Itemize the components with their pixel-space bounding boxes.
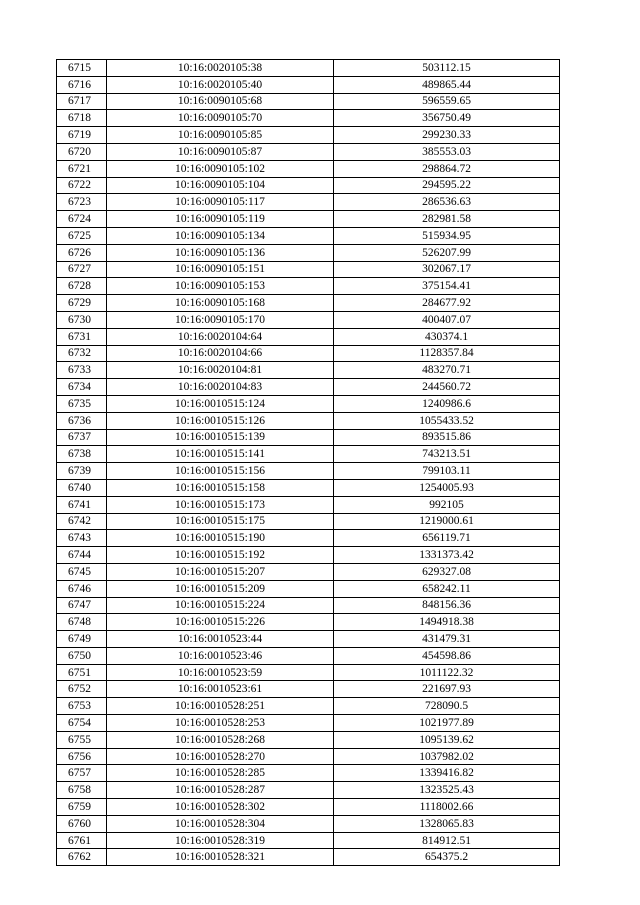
row-number-cell: 6755 bbox=[57, 731, 107, 748]
cadastral-number-cell: 10:16:0090105:151 bbox=[107, 261, 334, 278]
table-body bbox=[57, 60, 560, 866]
cadastral-number-cell: 10:16:0010515:224 bbox=[107, 597, 334, 614]
row-number-cell: 6725 bbox=[57, 227, 107, 244]
table-row bbox=[57, 731, 560, 748]
cadastral-number-cell: 10:16:0010523:61 bbox=[107, 681, 334, 698]
cadastral-number-cell: 10:16:0090105:134 bbox=[107, 227, 334, 244]
row-number-cell: 6746 bbox=[57, 580, 107, 597]
row-number-cell: 6726 bbox=[57, 244, 107, 261]
value-cell: 992105 bbox=[334, 496, 560, 513]
value-cell: 1037982.02 bbox=[334, 748, 560, 765]
value-cell: 1328065.83 bbox=[334, 815, 560, 832]
value-cell: 629327.08 bbox=[334, 563, 560, 580]
row-number-cell: 6723 bbox=[57, 194, 107, 211]
table-row bbox=[57, 496, 560, 513]
cadastral-number-cell: 10:16:0010528:268 bbox=[107, 731, 334, 748]
value-cell: 658242.11 bbox=[334, 580, 560, 597]
value-cell: 814912.51 bbox=[334, 832, 560, 849]
table-row bbox=[57, 799, 560, 816]
row-number-cell: 6749 bbox=[57, 631, 107, 648]
table-row bbox=[57, 849, 560, 866]
table-row bbox=[57, 815, 560, 832]
value-cell: 302067.17 bbox=[334, 261, 560, 278]
cadastral-number-cell: 10:16:0090105:104 bbox=[107, 177, 334, 194]
table-row bbox=[57, 580, 560, 597]
cadastral-number-cell: 10:16:0020104:81 bbox=[107, 362, 334, 379]
row-number-cell: 6724 bbox=[57, 211, 107, 228]
cadastral-number-cell: 10:16:0090105:136 bbox=[107, 244, 334, 261]
value-cell: 282981.58 bbox=[334, 211, 560, 228]
row-number-cell: 6760 bbox=[57, 815, 107, 832]
value-cell: 356750.49 bbox=[334, 110, 560, 127]
value-cell: 1240986.6 bbox=[334, 395, 560, 412]
table-row bbox=[57, 513, 560, 530]
row-number-cell: 6735 bbox=[57, 395, 107, 412]
table-row bbox=[57, 244, 560, 261]
value-cell: 431479.31 bbox=[334, 631, 560, 648]
cadastral-number-cell: 10:16:0010515:190 bbox=[107, 530, 334, 547]
table-row bbox=[57, 160, 560, 177]
value-cell: 728090.5 bbox=[334, 698, 560, 715]
table-row bbox=[57, 60, 560, 77]
row-number-cell: 6716 bbox=[57, 76, 107, 93]
cadastral-number-cell: 10:16:0010515:158 bbox=[107, 479, 334, 496]
table-row bbox=[57, 681, 560, 698]
cadastral-number-cell: 10:16:0090105:117 bbox=[107, 194, 334, 211]
row-number-cell: 6721 bbox=[57, 160, 107, 177]
value-cell: 1331373.42 bbox=[334, 547, 560, 564]
value-cell: 503112.15 bbox=[334, 60, 560, 77]
cadastral-number-cell: 10:16:0010515:173 bbox=[107, 496, 334, 513]
table-row bbox=[57, 379, 560, 396]
value-cell: 515934.95 bbox=[334, 227, 560, 244]
row-number-cell: 6717 bbox=[57, 93, 107, 110]
row-number-cell: 6750 bbox=[57, 647, 107, 664]
value-cell: 454598.86 bbox=[334, 647, 560, 664]
value-cell: 1055433.52 bbox=[334, 412, 560, 429]
table-row bbox=[57, 597, 560, 614]
value-cell: 1339416.82 bbox=[334, 765, 560, 782]
table-row bbox=[57, 614, 560, 631]
cadastral-number-cell: 10:16:0010528:304 bbox=[107, 815, 334, 832]
row-number-cell: 6729 bbox=[57, 295, 107, 312]
row-number-cell: 6738 bbox=[57, 446, 107, 463]
row-number-cell: 6733 bbox=[57, 362, 107, 379]
cadastral-number-cell: 10:16:0010515:209 bbox=[107, 580, 334, 597]
row-number-cell: 6730 bbox=[57, 311, 107, 328]
table-row bbox=[57, 698, 560, 715]
table-row bbox=[57, 395, 560, 412]
cadastral-number-cell: 10:16:0010515:124 bbox=[107, 395, 334, 412]
row-number-cell: 6740 bbox=[57, 479, 107, 496]
row-number-cell: 6758 bbox=[57, 782, 107, 799]
row-number-cell: 6739 bbox=[57, 463, 107, 480]
cadastral-number-cell: 10:16:0090105:170 bbox=[107, 311, 334, 328]
row-number-cell: 6720 bbox=[57, 143, 107, 160]
value-cell: 221697.93 bbox=[334, 681, 560, 698]
table-row bbox=[57, 429, 560, 446]
table-row bbox=[57, 278, 560, 295]
table-row bbox=[57, 631, 560, 648]
row-number-cell: 6759 bbox=[57, 799, 107, 816]
table-row bbox=[57, 748, 560, 765]
value-cell: 299230.33 bbox=[334, 127, 560, 144]
cadastral-number-cell: 10:16:0010528:251 bbox=[107, 698, 334, 715]
value-cell: 1323525.43 bbox=[334, 782, 560, 799]
value-cell: 1095139.62 bbox=[334, 731, 560, 748]
table-row bbox=[57, 110, 560, 127]
cadastral-number-cell: 10:16:0090105:102 bbox=[107, 160, 334, 177]
row-number-cell: 6741 bbox=[57, 496, 107, 513]
table-row bbox=[57, 463, 560, 480]
table-row bbox=[57, 93, 560, 110]
value-cell: 375154.41 bbox=[334, 278, 560, 295]
value-cell: 1219000.61 bbox=[334, 513, 560, 530]
row-number-cell: 6737 bbox=[57, 429, 107, 446]
cadastral-number-cell: 10:16:0010515:156 bbox=[107, 463, 334, 480]
row-number-cell: 6752 bbox=[57, 681, 107, 698]
cadastral-number-cell: 10:16:0010515:175 bbox=[107, 513, 334, 530]
cadastral-number-cell: 10:16:0010515:139 bbox=[107, 429, 334, 446]
cadastral-number-cell: 10:16:0020104:83 bbox=[107, 379, 334, 396]
table-row bbox=[57, 530, 560, 547]
table-row bbox=[57, 345, 560, 362]
row-number-cell: 6715 bbox=[57, 60, 107, 77]
row-number-cell: 6728 bbox=[57, 278, 107, 295]
row-number-cell: 6732 bbox=[57, 345, 107, 362]
row-number-cell: 6734 bbox=[57, 379, 107, 396]
row-number-cell: 6756 bbox=[57, 748, 107, 765]
row-number-cell: 6718 bbox=[57, 110, 107, 127]
value-cell: 1494918.38 bbox=[334, 614, 560, 631]
cadastral-number-cell: 10:16:0090105:70 bbox=[107, 110, 334, 127]
value-cell: 1128357.84 bbox=[334, 345, 560, 362]
value-cell: 489865.44 bbox=[334, 76, 560, 93]
table-row bbox=[57, 362, 560, 379]
row-number-cell: 6742 bbox=[57, 513, 107, 530]
value-cell: 400407.07 bbox=[334, 311, 560, 328]
cadastral-number-cell: 10:16:0010515:226 bbox=[107, 614, 334, 631]
row-number-cell: 6748 bbox=[57, 614, 107, 631]
row-number-cell: 6753 bbox=[57, 698, 107, 715]
value-cell: 654375.2 bbox=[334, 849, 560, 866]
row-number-cell: 6719 bbox=[57, 127, 107, 144]
value-cell: 743213.51 bbox=[334, 446, 560, 463]
value-cell: 1254005.93 bbox=[334, 479, 560, 496]
table-row bbox=[57, 412, 560, 429]
cadastral-number-cell: 10:16:0010515:192 bbox=[107, 547, 334, 564]
value-cell: 385553.03 bbox=[334, 143, 560, 160]
table-row bbox=[57, 832, 560, 849]
cadastral-number-cell: 10:16:0010515:126 bbox=[107, 412, 334, 429]
value-cell: 526207.99 bbox=[334, 244, 560, 261]
cadastral-number-cell: 10:16:0020105:38 bbox=[107, 60, 334, 77]
value-cell: 596559.65 bbox=[334, 93, 560, 110]
table-row bbox=[57, 295, 560, 312]
table-row bbox=[57, 782, 560, 799]
table-row bbox=[57, 547, 560, 564]
cadastral-number-cell: 10:16:0010528:321 bbox=[107, 849, 334, 866]
table-row bbox=[57, 211, 560, 228]
value-cell: 430374.1 bbox=[334, 328, 560, 345]
cadastral-number-cell: 10:16:0090105:119 bbox=[107, 211, 334, 228]
table-row bbox=[57, 143, 560, 160]
table-row bbox=[57, 446, 560, 463]
value-cell: 284677.92 bbox=[334, 295, 560, 312]
cadastral-number-cell: 10:16:0090105:153 bbox=[107, 278, 334, 295]
cadastral-number-cell: 10:16:0010528:319 bbox=[107, 832, 334, 849]
cadastral-number-cell: 10:16:0010523:59 bbox=[107, 664, 334, 681]
cadastral-number-cell: 10:16:0010523:46 bbox=[107, 647, 334, 664]
cadastral-number-cell: 10:16:0090105:168 bbox=[107, 295, 334, 312]
value-cell: 298864.72 bbox=[334, 160, 560, 177]
row-number-cell: 6736 bbox=[57, 412, 107, 429]
row-number-cell: 6743 bbox=[57, 530, 107, 547]
table-row bbox=[57, 311, 560, 328]
cadastral-number-cell: 10:16:0090105:68 bbox=[107, 93, 334, 110]
table-row bbox=[57, 328, 560, 345]
cadastral-number-cell: 10:16:0020105:40 bbox=[107, 76, 334, 93]
value-cell: 848156.36 bbox=[334, 597, 560, 614]
table-row bbox=[57, 563, 560, 580]
table-row bbox=[57, 227, 560, 244]
cadastral-number-cell: 10:16:0010528:270 bbox=[107, 748, 334, 765]
table-row bbox=[57, 76, 560, 93]
row-number-cell: 6722 bbox=[57, 177, 107, 194]
row-number-cell: 6727 bbox=[57, 261, 107, 278]
cadastral-number-cell: 10:16:0010528:302 bbox=[107, 799, 334, 816]
value-cell: 799103.11 bbox=[334, 463, 560, 480]
table-row bbox=[57, 261, 560, 278]
value-cell: 483270.71 bbox=[334, 362, 560, 379]
value-cell: 656119.71 bbox=[334, 530, 560, 547]
value-cell: 893515.86 bbox=[334, 429, 560, 446]
cadastral-number-cell: 10:16:0010528:253 bbox=[107, 715, 334, 732]
table-row bbox=[57, 127, 560, 144]
cadastral-value-table bbox=[56, 59, 560, 866]
cadastral-number-cell: 10:16:0020104:64 bbox=[107, 328, 334, 345]
table-row bbox=[57, 177, 560, 194]
table-row bbox=[57, 765, 560, 782]
cadastral-number-cell: 10:16:0010515:141 bbox=[107, 446, 334, 463]
row-number-cell: 6747 bbox=[57, 597, 107, 614]
cadastral-number-cell: 10:16:0090105:85 bbox=[107, 127, 334, 144]
value-cell: 1011122.32 bbox=[334, 664, 560, 681]
value-cell: 244560.72 bbox=[334, 379, 560, 396]
table-row bbox=[57, 194, 560, 211]
cadastral-number-cell: 10:16:0010528:285 bbox=[107, 765, 334, 782]
cadastral-number-cell: 10:16:0090105:87 bbox=[107, 143, 334, 160]
row-number-cell: 6745 bbox=[57, 563, 107, 580]
table-row bbox=[57, 479, 560, 496]
table-row bbox=[57, 647, 560, 664]
cadastral-number-cell: 10:16:0010515:207 bbox=[107, 563, 334, 580]
row-number-cell: 6731 bbox=[57, 328, 107, 345]
row-number-cell: 6751 bbox=[57, 664, 107, 681]
row-number-cell: 6761 bbox=[57, 832, 107, 849]
value-cell: 1118002.66 bbox=[334, 799, 560, 816]
table-row bbox=[57, 664, 560, 681]
cadastral-number-cell: 10:16:0010528:287 bbox=[107, 782, 334, 799]
row-number-cell: 6744 bbox=[57, 547, 107, 564]
row-number-cell: 6762 bbox=[57, 849, 107, 866]
row-number-cell: 6754 bbox=[57, 715, 107, 732]
row-number-cell: 6757 bbox=[57, 765, 107, 782]
cadastral-number-cell: 10:16:0020104:66 bbox=[107, 345, 334, 362]
value-cell: 294595.22 bbox=[334, 177, 560, 194]
value-cell: 1021977.89 bbox=[334, 715, 560, 732]
cadastral-number-cell: 10:16:0010523:44 bbox=[107, 631, 334, 648]
table-row bbox=[57, 715, 560, 732]
value-cell: 286536.63 bbox=[334, 194, 560, 211]
